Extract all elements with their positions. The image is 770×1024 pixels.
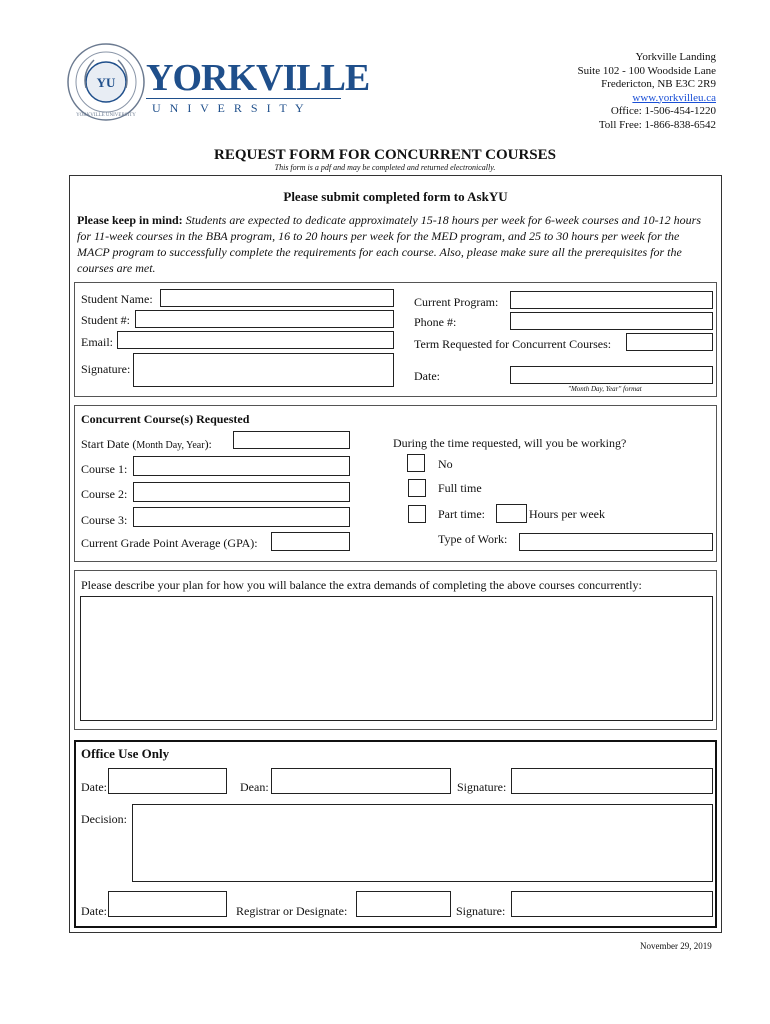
office-signature-label: Signature: — [457, 780, 507, 794]
working-no-checkbox[interactable] — [407, 454, 425, 472]
course2-field[interactable] — [133, 482, 350, 502]
footer-date: November 29, 2019 — [640, 941, 712, 951]
start-date-label-text: Start Date ( — [81, 437, 137, 451]
address-line1: Yorkville Landing — [635, 51, 716, 63]
office-signature-field[interactable] — [511, 768, 713, 794]
plan-prompt: Please describe your plan for how you will balance the extra demands of completing the above courses concurrently: — [81, 578, 642, 592]
gpa-label: Current Grade Point Average (GPA): — [81, 536, 258, 550]
logo-wordmark: YORKVILLE — [146, 57, 370, 99]
phone-field[interactable] — [510, 312, 713, 330]
page-title: REQUEST FORM FOR CONCURRENT COURSES — [214, 147, 556, 163]
term-requested-label: Term Requested for Concurrent Courses: — [414, 337, 612, 351]
student-number-label: Student #: — [81, 313, 131, 327]
decision-label: Decision: — [81, 812, 127, 826]
signature-field[interactable] — [133, 353, 394, 387]
keep-in-mind-text: Students are expected to dedicate approximately 15-18 hours per week for 6-week courses and 10-12 hours for 11-week courses in the BBA program, 16 to 20 hours per week for the MED program, and 25 to 30 hours per week for the MACP program to successfully complete the requirements for each course. Also, please make sure all the prerequisites for the courses are met. — [77, 213, 701, 275]
logo-subword: U N I V E R S I T Y — [152, 101, 307, 115]
page-subtitle: This form is a pdf and may be completed and returned electronically. — [274, 163, 496, 172]
course3-label: Course 3: — [81, 513, 128, 527]
working-parttime-label: Part time: — [438, 507, 485, 521]
gpa-field[interactable] — [271, 532, 350, 551]
keep-in-mind-paragraph — [77, 212, 709, 276]
address-block — [577, 51, 716, 132]
toll-free-phone: Toll Free: 1-866-838-6542 — [598, 118, 716, 131]
date-format-hint: "Month Day, Year" format — [568, 385, 642, 393]
email-field[interactable] — [117, 331, 394, 349]
university-seal-icon — [66, 42, 146, 122]
office-date-label: Date: — [81, 780, 107, 794]
course1-field[interactable] — [133, 456, 350, 476]
start-date-label — [81, 437, 212, 452]
address-line2: Suite 102 - 100 Woodside Lane — [577, 64, 716, 77]
type-of-work-field[interactable] — [519, 533, 713, 551]
keep-in-mind-label: Please keep in mind: — [77, 213, 183, 227]
course1-label: Course 1: — [81, 462, 128, 476]
registrar-label: Registrar or Designate: — [236, 904, 348, 918]
seal-badge-text: YU — [96, 75, 116, 90]
office-date2-field[interactable] — [108, 891, 227, 917]
office-signature2-label: Signature: — [456, 904, 506, 918]
address-line3: Fredericton, NB E3C 2R9 — [601, 78, 716, 90]
student-name-field[interactable] — [160, 289, 394, 307]
office-signature2-field[interactable] — [511, 891, 713, 917]
office-date2-label: Date: — [81, 904, 107, 918]
date-label: Date: — [414, 369, 440, 383]
seal-ring-text: YORKVILLE UNIVERSITY — [76, 113, 136, 118]
working-question: During the time requested, will you be working? — [393, 436, 627, 450]
date-field[interactable] — [510, 366, 713, 384]
start-date-hint: Month Day, Year — [136, 440, 205, 451]
working-fulltime-label: Full time — [438, 481, 482, 495]
courses-heading: Concurrent Course(s) Requested — [81, 412, 250, 426]
decision-field[interactable] — [132, 804, 713, 882]
website-link[interactable]: www.yorkvilleu.ca — [632, 91, 716, 104]
working-fulltime-checkbox[interactable] — [408, 479, 426, 497]
phone-label: Phone #: — [414, 315, 457, 329]
start-date-field[interactable] — [233, 431, 350, 449]
hours-per-week-label: Hours per week — [529, 507, 605, 521]
hours-per-week-field[interactable] — [496, 504, 527, 523]
term-requested-field[interactable] — [626, 333, 713, 351]
plan-textarea[interactable] — [80, 596, 713, 721]
email-label: Email: — [81, 335, 113, 349]
office-date-field[interactable] — [108, 768, 227, 794]
submit-note: Please submit completed form to AskYU — [283, 189, 508, 204]
student-name-label: Student Name: — [81, 292, 153, 306]
course3-field[interactable] — [133, 507, 350, 527]
dean-label: Dean: — [240, 780, 269, 794]
type-of-work-label: Type of Work: — [438, 532, 508, 546]
logo — [66, 42, 370, 128]
start-date-label-close: ): — [204, 437, 212, 451]
working-parttime-checkbox[interactable] — [408, 505, 426, 523]
registrar-field[interactable] — [356, 891, 451, 917]
office-use-heading: Office Use Only — [81, 746, 170, 761]
dean-field[interactable] — [271, 768, 451, 794]
student-number-field[interactable] — [135, 310, 394, 328]
current-program-field[interactable] — [510, 291, 713, 309]
current-program-label: Current Program: — [414, 295, 499, 309]
working-no-label: No — [438, 457, 453, 471]
course2-label: Course 2: — [81, 487, 128, 501]
signature-label: Signature: — [81, 362, 131, 376]
office-phone: Office: 1-506-454-1220 — [610, 105, 716, 117]
